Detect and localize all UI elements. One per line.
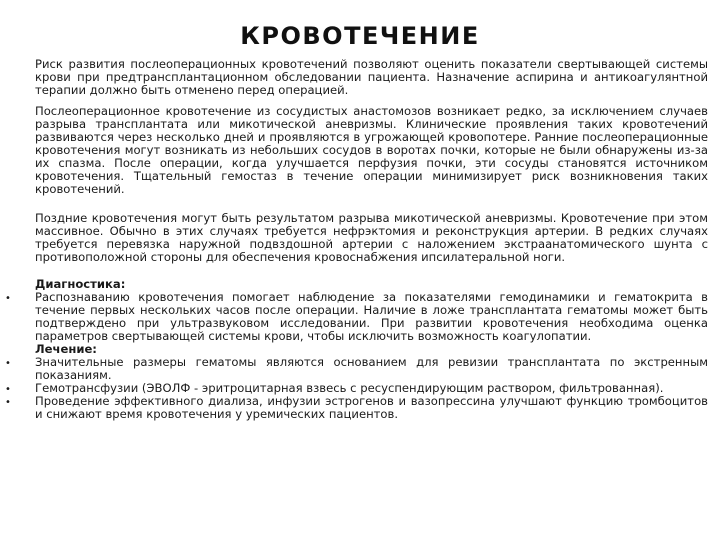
diagnostics-section: [5, 277, 708, 343]
bullet-icon: •: [5, 384, 11, 395]
bullet-icon: •: [5, 293, 11, 304]
list-item-treatment-1: [5, 355, 708, 382]
page-title: КРОВОТЕЧЕНИЕ: [240, 22, 480, 50]
treatment-item-text: Значительные размеры гематомы являются основанием для ревизии трансплантата по экстренным показаниям.: [35, 355, 708, 382]
treatment-item-text: Проведение эффективного диализа, инфузии эстрогенов и вазопрессина улучшают функцию тромбоцитов и снижают время кровотечения у уремических пациентов.: [35, 394, 708, 421]
paragraph-risk: Риск развития послеоперационных кровотечений позволяют оценить показатели свертывающей системы крови при предтрансплантационном обследовании пациента. Назначение аспирина и антикоагулянтной терапии должно быть отменено перед операцией.: [35, 57, 708, 97]
treatment-item-text: Гемотрансфузии (ЭВОЛФ - эритроцитарная взвесь с ресуспендирующим раствором, фильтрованная).: [35, 381, 664, 395]
bullet-icon: •: [5, 358, 11, 369]
paragraph-late-bleeding: Поздние кровотечения могут быть результатом разрыва микотической аневризмы. Кровотечение при этом массивное. Обычно в этих случаях требуется нефрэктомия и реконструкция артерии. В редких случаях требуется перевязка наружной подвздошной артерии с наложением экстраанатомического шунта с противоположной стороны для обеспечения кровоснабжения ипсилатеральной ноги.: [35, 211, 708, 264]
bullet-icon: •: [5, 397, 11, 408]
diagnostics-heading: Диагностика:: [35, 277, 126, 291]
diagnostics-text: Распознаванию кровотечения помогает наблюдение за показателями гемодинамики и гематокрита в течение первых нескольких часов после операции. Наличие в ложе трансплантата гематомы может быть подтверждено при ультразвуковом исследовании. При развитии кровотечения необходима оценка параметров свертывающей системы крови, чтобы исключить возможность коагулопатии.: [35, 290, 708, 343]
treatment-heading: Лечение:: [35, 342, 97, 356]
list-item-diagnostics: [5, 290, 708, 343]
list-item-treatment-3: [5, 394, 708, 421]
paragraph-early-bleeding: Послеоперационное кровотечение из сосудистых анастомозов возникает редко, за исключением случаев разрыва трансплантата или микотической аневризмы. Клинические проявления таких кровотечений развиваются через несколько дней и проявляются в угрожающей кровопотере. Ранние послеоперационные кровотечения могут возникать из небольших сосудов в воротах почки, которые не были обнаружены из-за их спазма. После операции, когда улучшается перфузия почки, эти сосуды становятся источником кровотечения. Тщательный гемостаз в течение операции минимизирует риск возникновения таких кровотечений.: [35, 104, 708, 196]
treatment-section: [5, 342, 708, 421]
content-body: [5, 57, 708, 421]
